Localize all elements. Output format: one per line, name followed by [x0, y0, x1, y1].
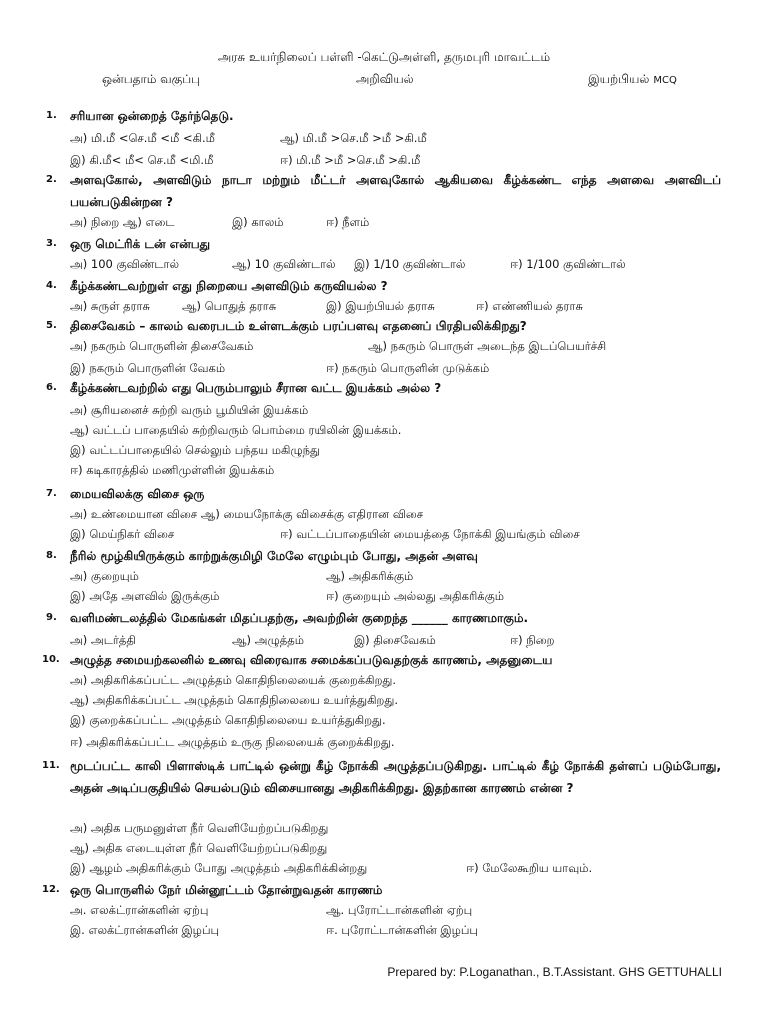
- option: அ) அதிக பருமனுள்ள நீர் வெளியேற்றப்படுகிறது: [70, 821, 329, 835]
- question-text: திசைவேகம் – காலம் வரைபடம் உள்ளடக்கும் பரப்பளவு எதனைப் பிரதிபலிக்கிறது?: [70, 319, 527, 333]
- question-text: வளிமண்டலத்தில் மேகங்கள் மிதப்பதற்கு, அவற்றின் குறைந்த ______ காரணமாகும்.: [70, 611, 529, 625]
- option: ஈ) மி.மீ >மீ >செ.மீ >கி.மீ: [280, 153, 421, 167]
- question-text: கீழ்க்கண்டவற்றுள் எது நிறையை அளவிடும் கருவியல்ல ?: [70, 279, 388, 293]
- option: அ) அதிகரிக்கப்பட்ட அழுத்தம் கொதிநிலையைக் குறைக்கிறது.: [70, 673, 397, 687]
- option: இ) இயற்பியல் தராசு: [326, 299, 435, 313]
- option: ஈ. புரோட்டான்களின் இழப்பு: [326, 923, 478, 937]
- question-number: 3.: [46, 238, 57, 249]
- option: ஆ) பொதுத் தராசு: [182, 299, 277, 313]
- option: இ) காலம்: [232, 215, 284, 229]
- option: ஈ) எண்ணியல் தராசு: [476, 299, 583, 313]
- option: ஆ) வட்டப் பாதையில் சுற்றிவரும் பொம்மை ரயிலின் இயக்கம்.: [70, 423, 402, 437]
- option: ஆ) அதிக எடையுள்ள நீர் வெளியேற்றப்படுகிறது: [70, 841, 328, 855]
- prepared-by-footer: Prepared by: P.Loganathan., B.T.Assistant. GHS GETTUHALLI: [387, 965, 722, 979]
- subject-label: அறிவியல்: [356, 72, 414, 86]
- option: ஆ) அழுத்தம்: [232, 633, 304, 647]
- option: இ) 1/10 குவிண்டால்: [354, 257, 466, 271]
- option: அ) மி.மீ <செ.மீ <மீ <கி.மீ: [70, 131, 215, 145]
- option: அ) உண்மையான விசை ஆ) மையநோக்கு விசைக்கு எதிரான விசை: [70, 507, 424, 521]
- option: இ) குறைக்கப்பட்ட அழுத்தம் கொதிநிலையை உயர்த்துகிறது.: [70, 713, 386, 727]
- question-text: அளவுகோல், அளவிடும் நாடா மற்றும் மீட்டர் அளவுகோல் ஆகியவை கீழ்க்கண்ட எந்த அளவை அளவிடப் பயன்படுகின்றன ?: [70, 173, 721, 209]
- question-number: 8.: [46, 550, 57, 561]
- option: ஈ) நீளம்: [326, 215, 370, 229]
- question-text: ஒரு மெட்ரிக் டன் என்பது: [70, 237, 211, 251]
- option: ஆ) 10 குவிண்டால்: [232, 257, 336, 271]
- question-number: 2.: [46, 174, 57, 185]
- option: அ) நிறை ஆ) எடை: [70, 215, 175, 229]
- question-text: ஒரு பொருளில் நேர் மின்னூட்டம் தோன்றுவதன் காரணம்: [70, 883, 383, 897]
- question-text: சரியான ஒன்றைத் தேர்ந்தெடு.: [70, 109, 234, 123]
- section-name: இயற்பியல்: [588, 72, 650, 86]
- option: அ) சூரியனைச் சுற்றி வரும் பூமியின் இயக்கம்: [70, 403, 309, 417]
- question-number: 4.: [46, 280, 57, 291]
- option: அ) சுருள் தராசு: [70, 299, 151, 313]
- question-text: நீரில் மூழ்கியிருக்கும் காற்றுக்குமிழி மேலே எழும்பும் போது, அதன் அளவு: [70, 549, 478, 563]
- question-number: 11.: [42, 760, 60, 771]
- option: ஆ) அதிகரிக்கும்: [326, 569, 414, 583]
- question-text: மூடப்பட்ட காலி பிளாஸ்டிக் பாட்டில் ஒன்று கீழ் நோக்கி அழுத்தப்படுகிறது. பாட்டில் கீழ் நோக்கி தள்ளப் படும்போது, அதன் அடிப்பகுதியில் செயல்படும் விசையானது அதிகரிக்கிறது. இதற்கான காரணம் என்ன ?: [70, 759, 721, 795]
- option: ஈ) 1/100 குவிண்டால்: [510, 257, 626, 271]
- option: ஆ) நகரும் பொருள் அடைந்த இடப்பெயர்ச்சி: [368, 339, 607, 353]
- question-number: 6.: [46, 382, 57, 393]
- option: இ) நகரும் பொருளின் வேகம்: [70, 361, 226, 375]
- option: அ) 100 குவிண்டால்: [70, 257, 180, 271]
- option: அ) நகரும் பொருளின் திசைவேகம்: [70, 339, 254, 353]
- option: ஈ) கடிகாரத்தில் மணிமுள்ளின் இயக்கம்: [70, 463, 275, 477]
- option: இ) அதே அளவில் இருக்கும்: [70, 589, 220, 603]
- option: இ) திசைவேகம்: [354, 633, 436, 647]
- question-number: 7.: [46, 488, 57, 499]
- option: ஈ) மேலேகூறிய யாவும்.: [466, 861, 593, 875]
- option: ஆ) அதிகரிக்கப்பட்ட அழுத்தம் கொதிநிலையை உயர்த்துகிறது.: [70, 693, 398, 707]
- question-text: கீழ்க்கண்டவற்றில் எது பெரும்பாலும் சீரான வட்ட இயக்கம் அல்ல ?: [70, 381, 442, 395]
- option: ஈ) அதிகரிக்கப்பட்ட அழுத்தம் உருகு நிலையைக் குறைக்கிறது.: [70, 735, 395, 749]
- option: அ) குறையும்: [70, 569, 139, 583]
- question-number: 5.: [46, 320, 57, 331]
- class-label: ஒன்பதாம் வகுப்பு: [102, 72, 201, 86]
- option: இ) ஆழம் அதிகரிக்கும் போது அழுத்தம் அதிகரிக்கின்றது: [70, 861, 368, 875]
- question-number: 1.: [46, 110, 57, 121]
- option: ஆ) மி.மீ >செ.மீ >மீ >கி.மீ: [280, 131, 427, 145]
- question-number: 9.: [46, 612, 57, 623]
- mcq-label: MCQ: [653, 75, 677, 86]
- option: அ. எலக்ட்ரான்களின் ஏற்பு: [70, 903, 209, 917]
- option: ஈ) வட்டப்பாதையின் மையத்தை நோக்கி இயங்கும் விசை: [280, 527, 580, 541]
- option: இ) கி.மீ< மீ< செ.மீ <மி.மீ: [70, 153, 214, 167]
- option: இ) மெய்நிகர் விசை: [70, 527, 175, 541]
- section-label: [588, 72, 677, 88]
- option: இ) வட்டப்பாதையில் செல்லும் பந்தய மகிழுந்து: [70, 443, 321, 457]
- option: ஈ) குறையும் அல்லது அதிகரிக்கும்: [326, 589, 504, 603]
- option: ஈ) நகரும் பொருளின் முடுக்கம்: [326, 361, 490, 375]
- question-number: 10.: [42, 654, 60, 665]
- option: ஈ) நிறை: [510, 633, 555, 647]
- question-text: அழுத்த சமையற்கலனில் உணவு விரைவாக சமைக்கப்படுவதற்குக் காரணம், அதனுடைய: [70, 653, 553, 667]
- option: அ) அடர்த்தி: [70, 633, 136, 647]
- school-title: அரசு உயர்நிலைப் பள்ளி -கெட்டுஅள்ளி, தருமபுரி மாவட்டம்: [217, 50, 551, 64]
- question-text: மையவிலக்கு விசை ஒரு: [70, 487, 205, 501]
- option: ஆ. புரோட்டான்களின் ஏற்பு: [326, 903, 473, 917]
- question-number: 12.: [42, 884, 60, 895]
- option: இ. எலக்ட்ரான்களின் இழப்பு: [70, 923, 220, 937]
